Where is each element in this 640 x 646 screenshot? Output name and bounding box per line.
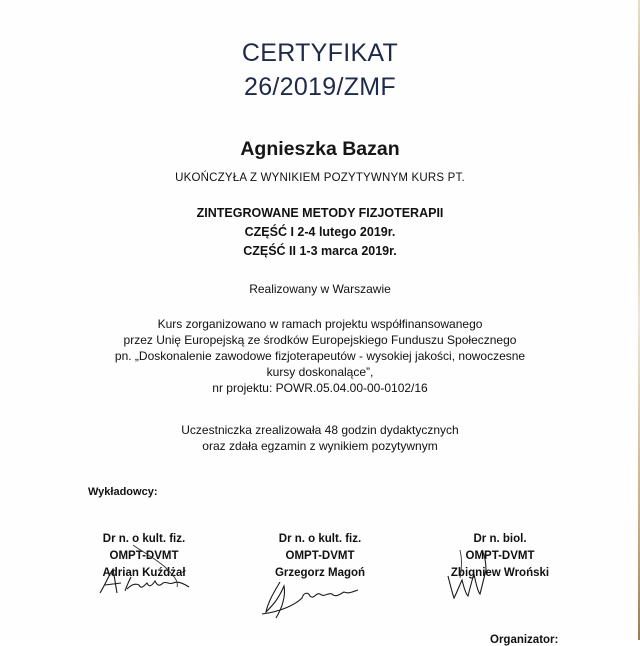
lecturer-degree: Dr n. o kult. fiz. bbox=[278, 533, 362, 545]
lecturer-degree: Dr n. biol. bbox=[473, 533, 527, 545]
certificate-header bbox=[0, 36, 640, 104]
project-number: nr projektu: POWR.05.04.00-00-0102/16 bbox=[212, 381, 428, 395]
course-block bbox=[0, 204, 640, 261]
course-location: Realizowany w Warszawie bbox=[249, 282, 391, 296]
signature-wronski-icon bbox=[440, 548, 500, 603]
project-line-3: pn. „Doskonalenie zawodowe fizjoterapeutów - wysokiej jakości, nowoczesne bbox=[114, 349, 526, 363]
organizer-label: Organizator: bbox=[490, 634, 559, 646]
lecturer-2 bbox=[240, 531, 400, 582]
signature-magon-icon bbox=[258, 578, 368, 623]
lecturer-title: OMPT-DVMT bbox=[465, 550, 535, 562]
lecturer-degree: Dr n. o kult. fiz. bbox=[102, 533, 186, 545]
hours-line-1: Uczestniczka zrealizowała 48 godzin dydaktycznych bbox=[181, 423, 459, 437]
signature-kuzdzal-icon bbox=[95, 545, 205, 605]
hours-line-2: oraz zdała egzamin z wynikiem pozytywnym bbox=[202, 439, 438, 453]
hours-info bbox=[0, 422, 640, 454]
project-line-1: Kurs zorganizowano w ramach projektu współfinansowanego bbox=[157, 317, 483, 331]
project-info bbox=[0, 316, 640, 396]
completion-statement: UKOŃCZYŁA Z WYNIKIEM POZYTYWNYM KURS PT. bbox=[175, 172, 465, 184]
project-line-4: kursy doskonalące”, bbox=[266, 365, 374, 379]
course-part-2: CZĘŚĆ II 1-3 marca 2019r. bbox=[243, 244, 397, 258]
lecturers-label: Wykładowcy: bbox=[88, 486, 158, 498]
certificate-title: CERTYFIKAT bbox=[241, 39, 399, 67]
course-name: ZINTEGROWANE METODY FIZJOTERAPII bbox=[196, 206, 444, 220]
lecturer-name: Grzegorz Magoń bbox=[274, 567, 366, 579]
course-part-1: CZĘŚĆ I 2-4 lutego 2019r. bbox=[244, 225, 396, 239]
recipient-name: Agnieszka Bazan bbox=[240, 138, 400, 160]
project-line-2: przez Unię Europejską ze środków Europejskiego Funduszu Społecznego bbox=[123, 333, 517, 347]
lecturer-name: Zbigniew Wroński bbox=[450, 567, 550, 579]
lecturer-name: Adrian Kuźdżał bbox=[102, 567, 186, 579]
lecturer-title: OMPT-DVMT bbox=[285, 550, 355, 562]
lecturer-title: OMPT-DVMT bbox=[109, 550, 179, 562]
certificate-number: 26/2019/ZMF bbox=[244, 73, 396, 101]
